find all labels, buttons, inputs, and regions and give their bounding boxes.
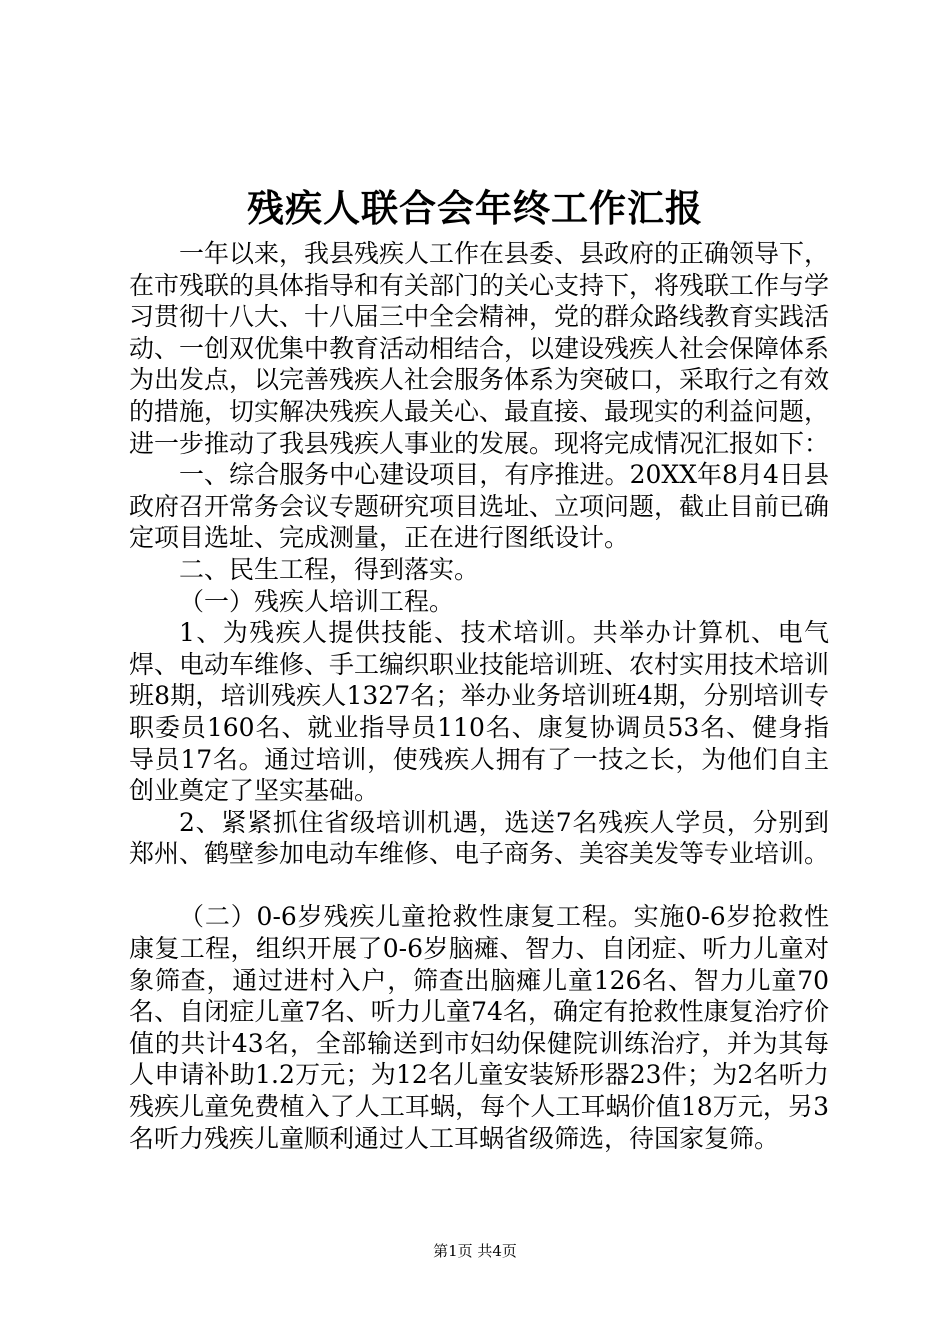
paragraph-intro: 一年以来，我县残疾人工作在县委、县政府的正确领导下，在市残联的具体指导和有关部门的关心支持下，将残联工作与学习贯彻十八大、十八届三中全会精神，党的群众路线教育实践活动、一创双优集中教育活动相结合，以建设残疾人社会保障体系为出发点，以完善残疾人社会服务体系为突破口，采取行之有效的措施，切实解决残疾人最关心、最直接、最现实的利益问题，进一步推动了我县残疾人事业的发展。现将完成情况汇报如下： <box>129 239 830 458</box>
paragraph-item-1: 1、为残疾人提供技能、技术培训。共举办计算机、电气焊、电动车维修、手工编织职业技能培训班、农村实用技术培训班8期，培训残疾人1327名；举办业务培训班4期，分别培训专职委员160名、就业指导员110名、康复协调员53名、健身指导员17名。通过培训，使残疾人拥有了一技之长，为他们自主创业奠定了坚实基础。 <box>129 618 830 806</box>
paragraph-item-2: 2、紧紧抓住省级培训机遇，选送7名残疾人学员，分别到郑州、鹤壁参加电动车维修、电子商务、美容美发等专业培训。 <box>129 807 830 869</box>
document-body <box>129 238 829 1154</box>
paragraph-subsection-1-heading: （一）残疾人培训工程。 <box>179 586 455 616</box>
paragraph-section-2-heading: 二、民生工程，得到落实。 <box>179 554 480 584</box>
paragraph-subsection-2: （二）0-6岁残疾儿童抢救性康复工程。实施0-6岁抢救性康复工程，组织开展了0-6岁脑瘫、智力、自闭症、听力儿童对象筛查，通过进村入户，筛查出脑瘫儿童126名、智力儿童70名、自闭症儿童7名、听力儿童74名，确定有抢救性康复治疗价值的共计43名，全部输送到市妇幼保健院训练治疗，并为其每人申请补助1.2万元；为12名儿童安装矫形器23件；为2名听力残疾儿童免费植入了人工耳蜗，每个人工耳蜗价值18万元，另3名听力残疾儿童顺利通过人工耳蜗省级筛选，待国家复筛。 <box>129 902 829 1153</box>
page-footer: 第1页 共4页 <box>433 1242 517 1260</box>
paragraph-section-1: 一、综合服务中心建设项目，有序推进。20XX年8月4日县政府召开常务会议专题研究项目选址、立项问题，截止目前已确定项目选址、完成测量，正在进行图纸设计。 <box>129 460 830 553</box>
document-title: 残疾人联合会年终工作汇报 <box>247 186 703 230</box>
